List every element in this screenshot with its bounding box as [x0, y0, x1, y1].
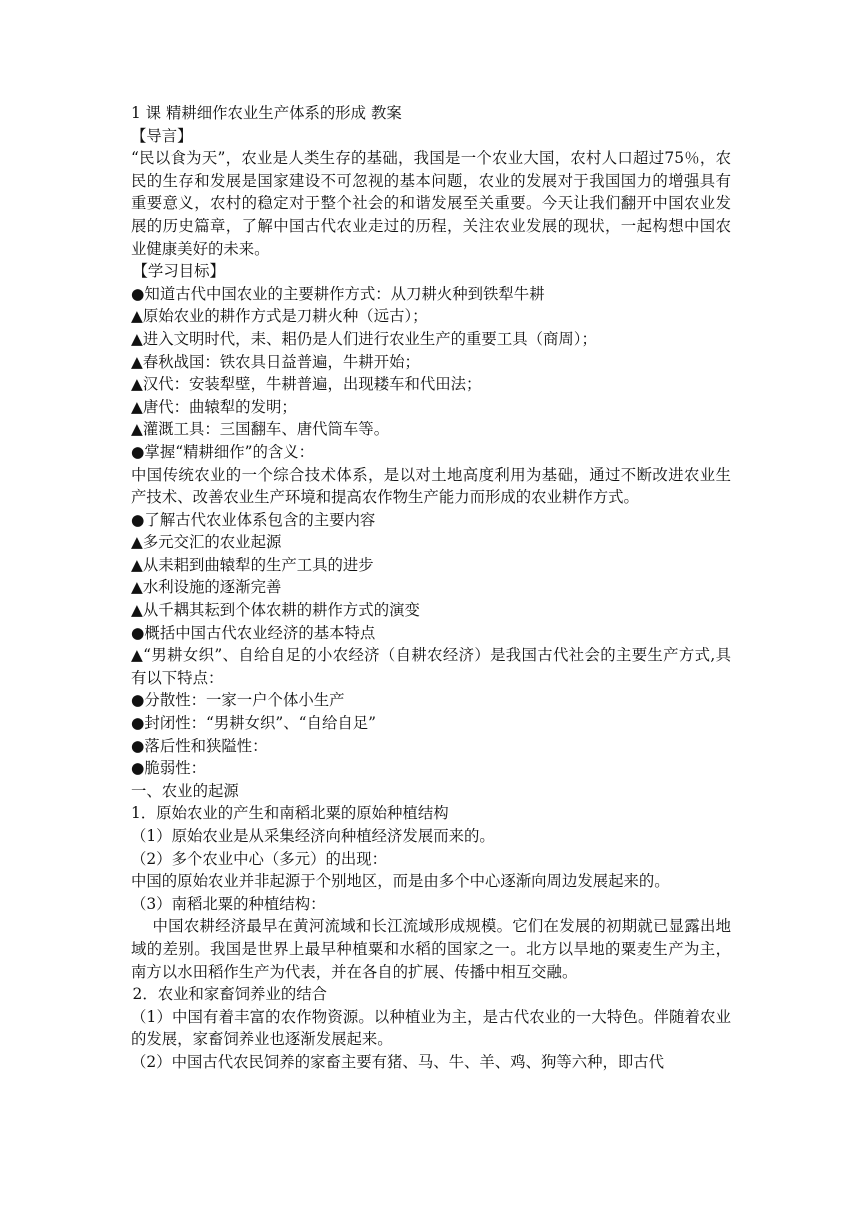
body-paragraph: 中国农耕经济最早在黄河流域和长江流域形成规模。它们在发展的初期就已显露出地域的差别。我国是世界上最早种植粟和水稻的国家之一。北方以旱地的粟麦生产为主，南方以水田稻作生产为代表，并在各自的扩展、传播中相互交融。	[131, 917, 731, 981]
goal-item: ●概括中国古代农业经济的基本特点	[131, 623, 376, 642]
goal-sub-item: ▲多元交汇的农业起源	[131, 533, 282, 552]
goal-sub-item: ▲水利设施的逐渐完善	[131, 578, 282, 597]
goal-sub-item: ▲原始农业的耕作方式是刀耕火种（远古）；	[131, 307, 428, 326]
goal-item: ●知道古代中国农业的主要耕作方式：从刀耕火种到铁犁牛耕	[131, 284, 545, 303]
goal-sub-item: ▲灌溉工具：三国翻车、唐代筒车等。	[131, 420, 390, 439]
document-page	[131, 102, 731, 1074]
goal-sub-item: ●封闭性：“男耕女织”、“自给自足”	[131, 714, 376, 733]
goal-item: ●了解古代农业体系包含的主要内容	[131, 510, 376, 529]
goal-sub-item: ▲进入文明时代，耒、耜仍是人们进行农业生产的重要工具（商周）；	[131, 329, 597, 348]
goal-sub-item: ▲汉代：安装犁壁，牛耕普遍，出现耧车和代田法；	[131, 375, 482, 394]
goals-heading: 【学习目标】	[132, 262, 225, 281]
numbered-point: （1）中国有着丰富的农作物资源。以种植业为主，是古代农业的一大特色。伴随着农业的发展，家畜饲养业也逐渐发展起来。	[131, 1007, 731, 1049]
goal-sub-item: ●分散性：一家一户个体小生产	[131, 691, 345, 710]
numbered-point: （2）中国古代农民饲养的家畜主要有猪、马、牛、羊、鸡、狗等六种，即古代	[131, 1052, 665, 1071]
numbered-point: （1）原始农业是从采集经济向种植经济发展而来的。	[131, 827, 495, 845]
goal-sub-item: ●落后性和狭隘性：	[131, 736, 268, 755]
intro-paragraph: “民以食为天”，农业是人类生存的基础，我国是一个农业大国，农村人口超过75％，农民的生存和发展是国家建设不可忽视的基本问题，农业的发展对于我国国力的增强具有重要意义，农村的稳定对于整个社会的和谐发展至关重要。今天让我们翻开中国农业发展的历史篇章，了解中国古代农业走过的历程，关注农业发展的现状，一起构想中国农业健康美好的未来。	[131, 149, 731, 258]
goal-sub-item: ▲从耒耜到曲辕犁的生产工具的进步	[131, 555, 374, 574]
subsection-heading: 2．农业和家畜饲养业的结合	[132, 985, 328, 1004]
goal-paragraph: ▲“男耕女织”、自给自足的小农经济（自耕农经济）是我国古代社会的主要生产方式,具有以下特点：	[131, 646, 731, 687]
numbered-point: （2）多个农业中心（多元）的出现：	[131, 849, 388, 868]
body-paragraph: 中国的原始农业并非起源于个别地区，而是由多个中心逐渐向周边发展起来的。	[131, 872, 670, 891]
numbered-point: （3）南稻北粟的种植结构：	[131, 894, 326, 913]
document-title: 1 课 精耕细作农业生产体系的形成 教案	[131, 104, 402, 122]
goal-sub-item: ▲唐代：曲辕犁的发明；	[131, 397, 297, 416]
section-heading: 一、农业的起源	[131, 781, 239, 800]
intro-heading: 【导言】	[131, 126, 193, 145]
goal-sub-item: ▲春秋战国：铁农具日益普遍，牛耕开始；	[131, 352, 420, 371]
subsection-heading: 1．原始农业的产生和南稻北粟的原始种植结构	[131, 804, 449, 823]
goal-sub-item: ●脆弱性：	[131, 759, 206, 778]
goal-sub-item: ▲从千耦其耘到个体农耕的耕作方式的演变	[131, 601, 420, 620]
goal-paragraph: 中国传统农业的一个综合技术体系，是以对土地高度利用为基础，通过不断改进农业生产技术、改善农业生产环境和提高农作物生产能力而形成的农业耕作方式。	[131, 465, 731, 507]
goal-item: ●掌握“精耕细作”的含义：	[131, 442, 315, 461]
